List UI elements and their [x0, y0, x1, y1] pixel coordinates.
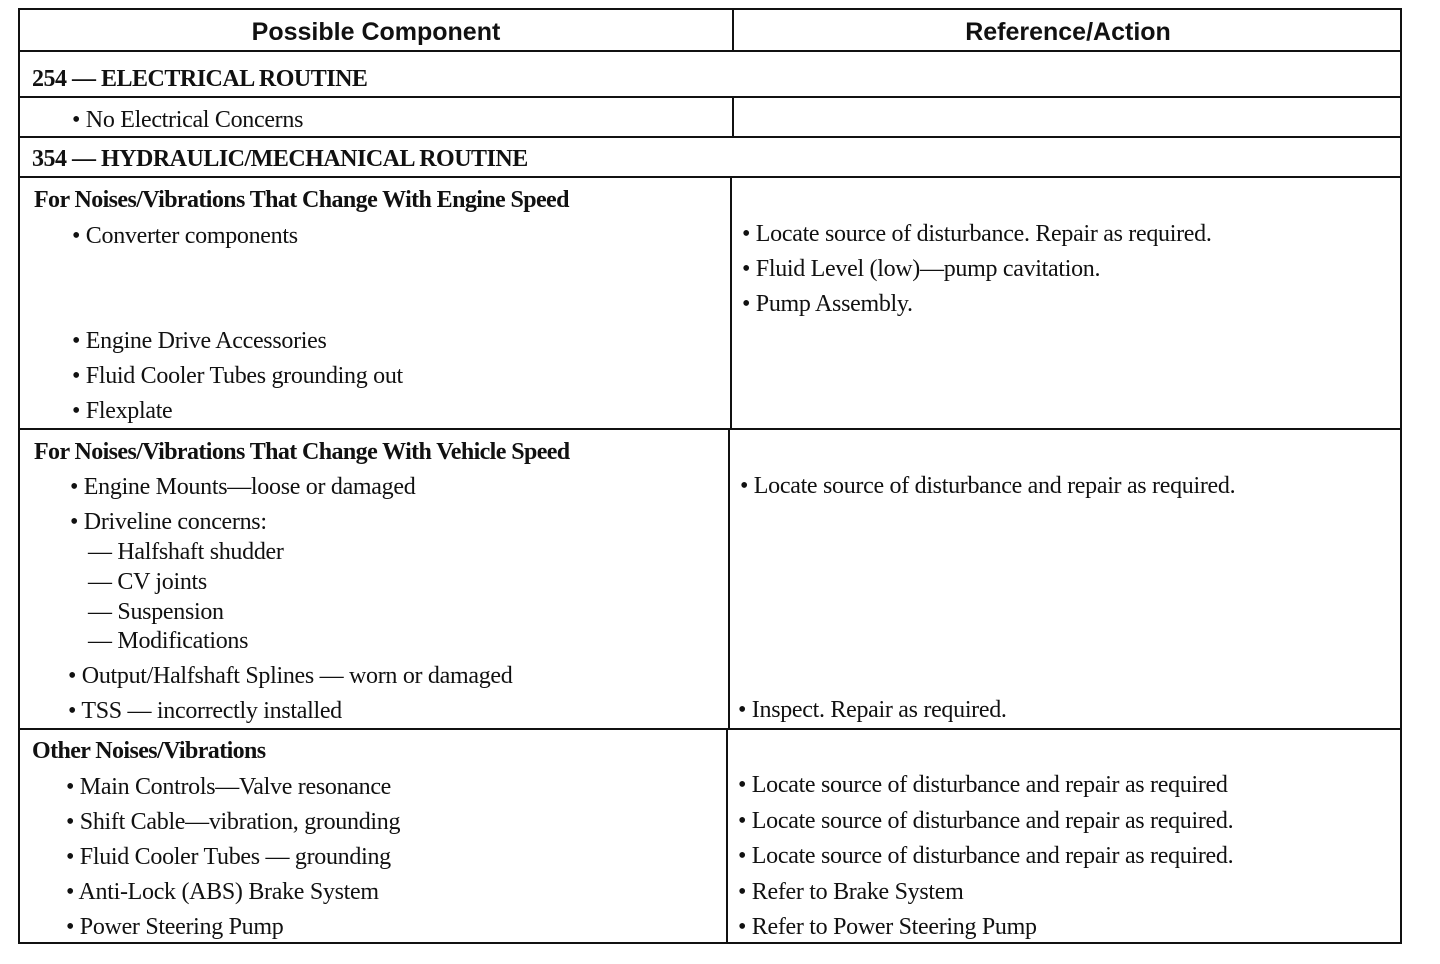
group-heading-other: Other Noises/Vibrations	[32, 738, 266, 764]
action-item: • Inspect. Repair as required.	[738, 697, 1007, 723]
component-item: • Driveline concerns:	[70, 509, 267, 535]
column-divider	[728, 428, 730, 728]
group-heading-vehicle-speed: For Noises/Vibrations That Change With Vehicle Speed	[34, 439, 570, 465]
component-item: • Shift Cable—vibration, grounding	[66, 809, 401, 835]
row-divider	[20, 136, 1400, 138]
component-subitem: — CV joints	[88, 569, 207, 595]
action-item: • Fluid Level (low)—pump cavitation.	[742, 256, 1101, 282]
row-divider	[20, 728, 1400, 730]
action-item: • Refer to Power Steering Pump	[738, 914, 1037, 940]
component-no-electrical-concerns: • No Electrical Concerns	[72, 107, 304, 133]
column-header-possible-component: Possible Component	[251, 18, 501, 46]
action-item: • Locate source of disturbance and repair as required.	[738, 843, 1234, 869]
section-title-electrical: 254 — ELECTRICAL ROUTINE	[32, 66, 368, 92]
component-subitem: — Suspension	[88, 599, 224, 625]
action-item: • Locate source of disturbance and repair as required.	[740, 473, 1236, 499]
column-divider	[732, 96, 734, 136]
action-item: • Locate source of disturbance and repair as required	[738, 772, 1228, 798]
component-item: • Anti-Lock (ABS) Brake System	[66, 879, 379, 905]
action-item: • Pump Assembly.	[742, 291, 913, 317]
column-header-reference-action: Reference/Action	[965, 18, 1171, 46]
component-item: • TSS — incorrectly installed	[68, 698, 342, 724]
column-divider	[730, 176, 732, 428]
component-item: • Main Controls—Valve resonance	[66, 774, 392, 800]
component-item: • Engine Drive Accessories	[72, 328, 327, 354]
row-divider	[20, 428, 1400, 430]
component-item: • Fluid Cooler Tubes grounding out	[72, 363, 403, 389]
section-title-hydraulic: 354 — HYDRAULIC/MECHANICAL ROUTINE	[32, 146, 528, 172]
component-item: • Converter components	[72, 223, 298, 249]
group-heading-engine-speed: For Noises/Vibrations That Change With Engine Speed	[34, 187, 569, 213]
action-item: • Locate source of disturbance. Repair as required.	[742, 221, 1212, 247]
table-header	[20, 10, 1400, 52]
action-item: • Refer to Brake System	[738, 879, 964, 905]
component-subitem: — Modifications	[88, 628, 249, 654]
row-divider	[20, 176, 1400, 178]
column-divider	[726, 728, 728, 944]
action-item: • Locate source of disturbance and repair as required.	[738, 808, 1234, 834]
component-subitem: — Halfshaft shudder	[88, 539, 284, 565]
row-divider	[20, 96, 1400, 98]
component-item: • Power Steering Pump	[66, 914, 284, 940]
component-item: • Flexplate	[72, 398, 173, 424]
component-item: • Engine Mounts—loose or damaged	[70, 474, 416, 500]
component-item: • Fluid Cooler Tubes — grounding	[66, 844, 391, 870]
header-divider	[732, 10, 734, 52]
diagnostic-table	[18, 8, 1402, 944]
component-item: • Output/Halfshaft Splines — worn or damaged	[68, 663, 513, 689]
